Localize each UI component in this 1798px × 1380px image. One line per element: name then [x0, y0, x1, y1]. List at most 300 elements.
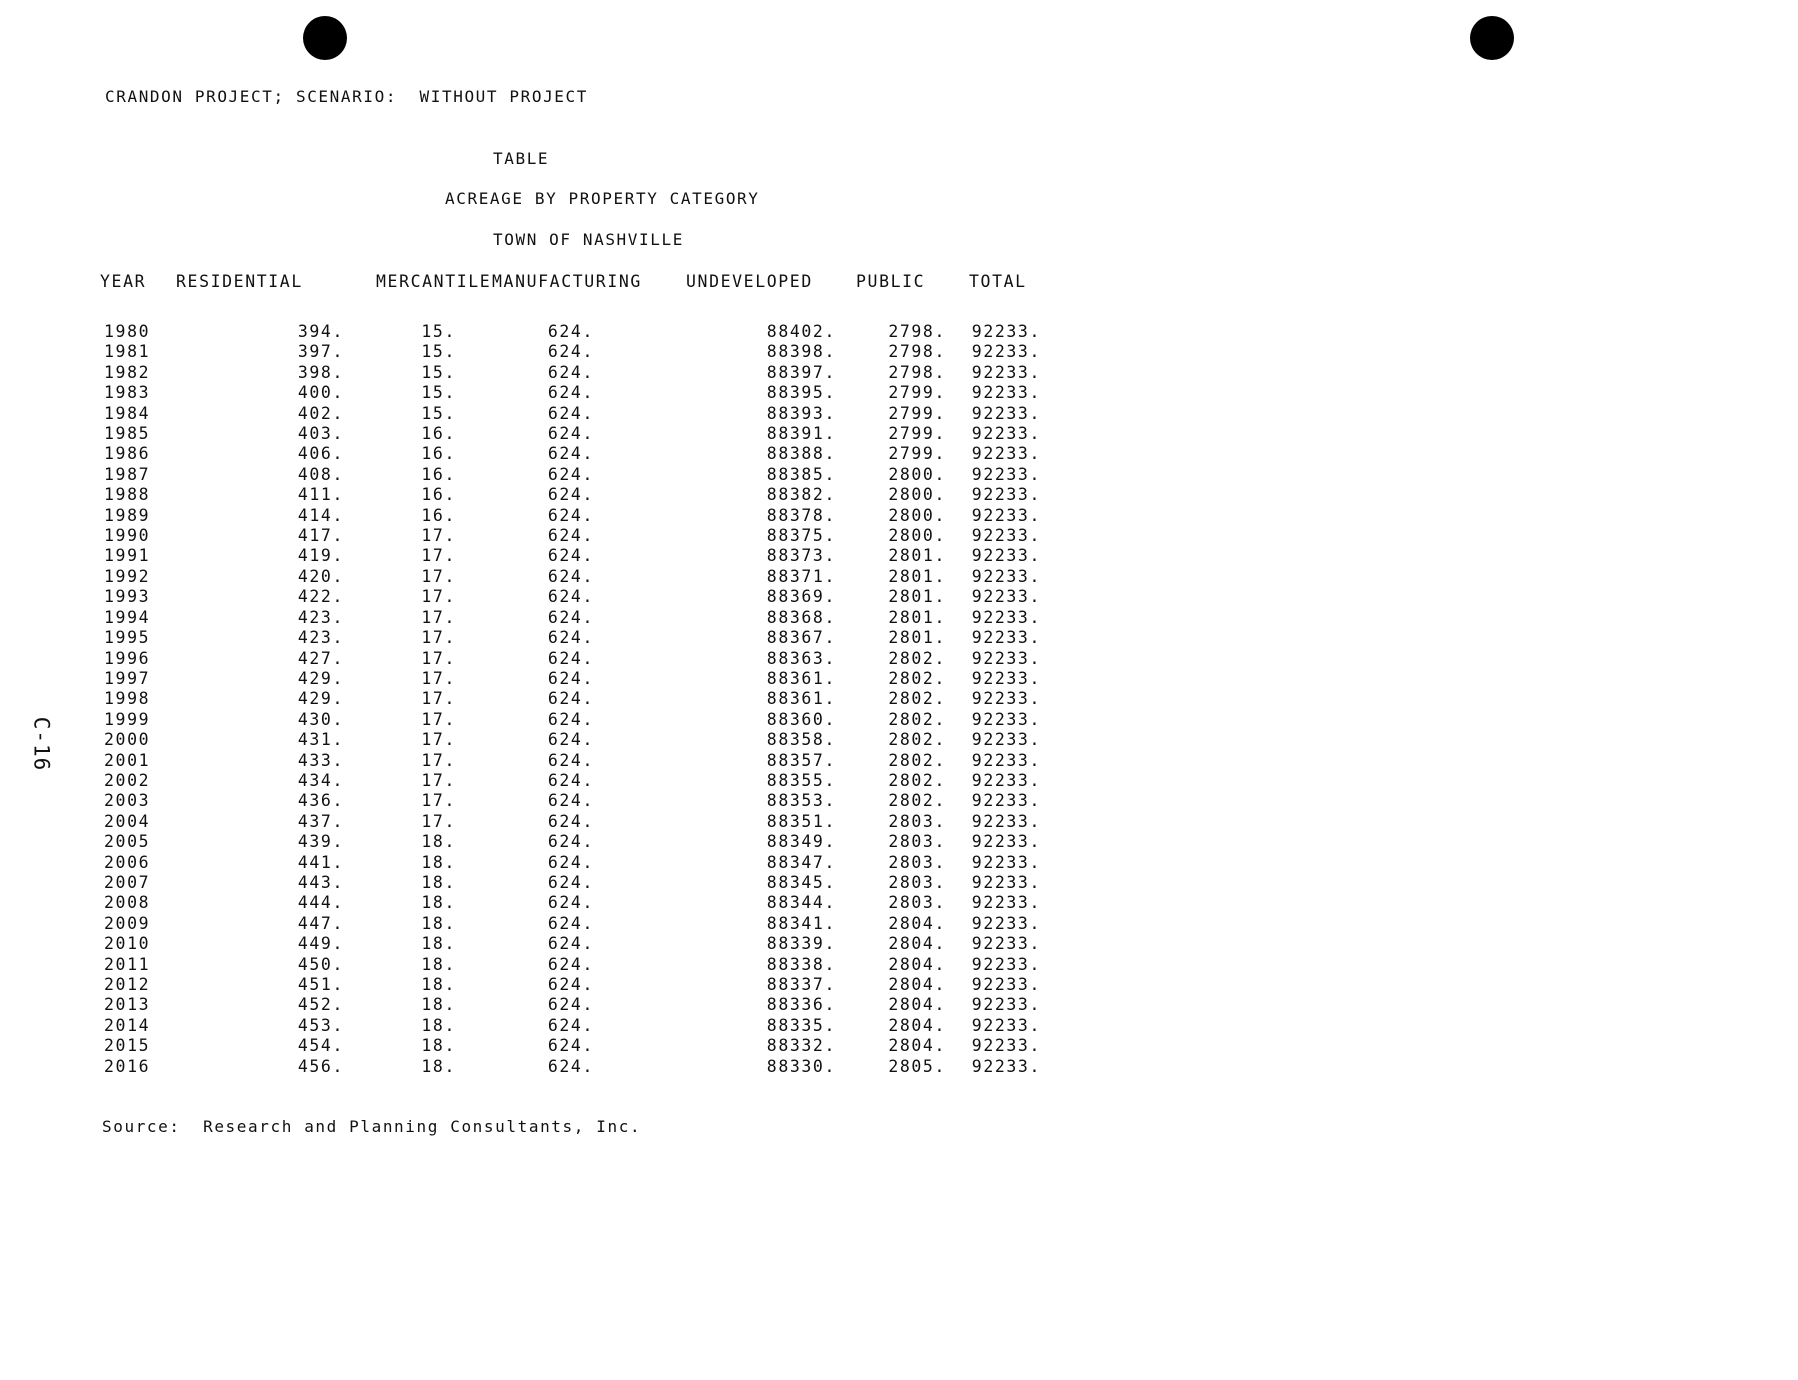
cell-public-wrap	[856, 914, 969, 934]
cell-total: 92233.	[971, 403, 1041, 423]
cell-total: 92233.	[971, 566, 1041, 586]
cell-total-wrap	[969, 404, 1049, 424]
cell-total-wrap	[969, 1057, 1049, 1077]
cell-total-wrap	[969, 342, 1049, 362]
cell-total-wrap	[969, 322, 1049, 342]
cell-year: 2000	[104, 730, 151, 750]
cell-public-wrap	[856, 791, 969, 811]
cell-year: 2002	[104, 770, 151, 790]
cell-total: 92233.	[971, 444, 1041, 464]
cell-residential: 443.	[297, 872, 344, 892]
cell-manufacturing: 624.	[547, 403, 594, 423]
cell-residential-wrap	[176, 526, 376, 546]
table-body	[100, 322, 1049, 1077]
table-row	[100, 567, 1049, 587]
cell-residential: 430.	[297, 709, 344, 729]
cell-mercantile-wrap	[376, 1016, 492, 1036]
table-row	[100, 710, 1049, 730]
cell-mercantile-wrap	[376, 628, 492, 648]
cell-manufacturing: 624.	[547, 424, 594, 444]
cell-manufacturing-wrap	[492, 649, 686, 669]
cell-total-wrap	[969, 812, 1049, 832]
cell-mercantile-wrap	[376, 730, 492, 750]
cell-mercantile-wrap	[376, 465, 492, 485]
cell-total: 92233.	[971, 913, 1041, 933]
cell-mercantile: 16.	[421, 485, 456, 505]
cell-residential-wrap	[176, 485, 376, 505]
cell-total-wrap	[969, 444, 1049, 464]
table-row	[100, 342, 1049, 362]
cell-undeveloped-wrap	[686, 995, 856, 1015]
cell-total: 92233.	[971, 893, 1041, 913]
cell-undeveloped: 88388.	[766, 444, 836, 464]
cell-undeveloped-wrap	[686, 893, 856, 913]
cell-undeveloped: 88393.	[766, 403, 836, 423]
cell-total-wrap	[969, 995, 1049, 1015]
cell-mercantile-wrap	[376, 853, 492, 873]
cell-year: 2016	[104, 1056, 151, 1076]
table-row	[100, 955, 1049, 975]
cell-residential: 450.	[297, 954, 344, 974]
cell-manufacturing-wrap	[492, 383, 686, 403]
cell-residential-wrap	[176, 404, 376, 424]
cell-undeveloped: 88355.	[766, 770, 836, 790]
cell-residential: 453.	[297, 1015, 344, 1035]
cell-total: 92233.	[971, 628, 1041, 648]
cell-manufacturing-wrap	[492, 628, 686, 648]
cell-year: 2006	[104, 852, 151, 872]
cell-residential: 437.	[297, 811, 344, 831]
cell-mercantile-wrap	[376, 506, 492, 526]
cell-residential-wrap	[176, 465, 376, 485]
cell-total-wrap	[969, 975, 1049, 995]
cell-total: 92233.	[971, 1036, 1041, 1056]
cell-public-wrap	[856, 832, 969, 852]
cell-undeveloped: 88344.	[766, 893, 836, 913]
cell-public: 2802.	[888, 791, 946, 811]
cell-undeveloped-wrap	[686, 628, 856, 648]
table-row	[100, 730, 1049, 750]
cell-mercantile-wrap	[376, 975, 492, 995]
cell-mercantile: 18.	[421, 995, 456, 1015]
cell-undeveloped: 88363.	[766, 648, 836, 668]
cell-mercantile: 17.	[421, 791, 456, 811]
cell-public: 2802.	[888, 770, 946, 790]
cell-undeveloped-wrap	[686, 1016, 856, 1036]
cell-total: 92233.	[971, 1015, 1041, 1035]
cell-undeveloped: 88336.	[766, 995, 836, 1015]
table-row	[100, 853, 1049, 873]
table-row	[100, 1057, 1049, 1077]
cell-manufacturing: 624.	[547, 1015, 594, 1035]
cell-mercantile: 17.	[421, 566, 456, 586]
cell-mercantile-wrap	[376, 424, 492, 444]
cell-total-wrap	[969, 628, 1049, 648]
cell-manufacturing-wrap	[492, 444, 686, 464]
cell-residential: 452.	[297, 995, 344, 1015]
cell-public-wrap	[856, 955, 969, 975]
cell-total: 92233.	[971, 934, 1041, 954]
cell-residential-wrap	[176, 751, 376, 771]
table-row	[100, 812, 1049, 832]
column-header-residential: RESIDENTIAL	[176, 272, 303, 291]
cell-public: 2805.	[888, 1056, 946, 1076]
table-row	[100, 628, 1049, 648]
cell-public: 2803.	[888, 832, 946, 852]
cell-manufacturing-wrap	[492, 893, 686, 913]
cell-year: 1995	[104, 628, 151, 648]
column-header-mercantile: MERCANTILE	[376, 272, 492, 291]
cell-undeveloped-wrap	[686, 363, 856, 383]
cell-residential-wrap	[176, 853, 376, 873]
cell-total-wrap	[969, 608, 1049, 628]
cell-year: 2003	[104, 791, 151, 811]
cell-manufacturing: 624.	[547, 464, 594, 484]
cell-total-wrap	[969, 791, 1049, 811]
cell-year: 2012	[104, 975, 151, 994]
cell-mercantile-wrap	[376, 812, 492, 832]
cell-mercantile: 17.	[421, 730, 456, 750]
cell-mercantile: 17.	[421, 709, 456, 729]
table-row	[100, 506, 1049, 526]
cell-manufacturing: 624.	[547, 383, 594, 403]
cell-total: 92233.	[971, 730, 1041, 750]
cell-manufacturing: 624.	[547, 587, 594, 607]
cell-total: 92233.	[971, 607, 1041, 627]
cell-manufacturing: 624.	[547, 1056, 594, 1076]
cell-public: 2800.	[888, 464, 946, 484]
cell-total-wrap	[969, 853, 1049, 873]
cell-manufacturing: 624.	[547, 342, 594, 362]
cell-manufacturing: 624.	[547, 444, 594, 464]
cell-year: 1991	[104, 546, 151, 566]
page-number: C-16	[29, 716, 54, 772]
cell-public-wrap	[856, 975, 969, 995]
cell-mercantile-wrap	[376, 955, 492, 975]
cell-public: 2801.	[888, 607, 946, 627]
cell-manufacturing-wrap	[492, 791, 686, 811]
table-row	[100, 546, 1049, 566]
cell-manufacturing-wrap	[492, 812, 686, 832]
cell-manufacturing: 624.	[547, 607, 594, 627]
table-row	[100, 751, 1049, 771]
cell-undeveloped-wrap	[686, 506, 856, 526]
cell-year: 1987	[104, 464, 151, 484]
cell-public: 2803.	[888, 852, 946, 872]
table-row	[100, 383, 1049, 403]
cell-manufacturing: 624.	[547, 505, 594, 525]
cell-public: 2798.	[888, 362, 946, 382]
cell-residential-wrap	[176, 424, 376, 444]
cell-residential: 420.	[297, 566, 344, 586]
table-title: ACREAGE BY PROPERTY CATEGORY	[445, 189, 760, 208]
cell-residential: 429.	[297, 668, 344, 688]
cell-residential-wrap	[176, 444, 376, 464]
cell-undeveloped-wrap	[686, 444, 856, 464]
cell-residential: 402.	[297, 403, 344, 423]
cell-undeveloped-wrap	[686, 955, 856, 975]
cell-manufacturing-wrap	[492, 975, 686, 995]
cell-public-wrap	[856, 526, 969, 546]
cell-undeveloped-wrap	[686, 710, 856, 730]
cell-total: 92233.	[971, 464, 1041, 484]
cell-undeveloped: 88395.	[766, 383, 836, 403]
cell-public: 2804.	[888, 1036, 946, 1056]
cell-mercantile-wrap	[376, 873, 492, 893]
cell-manufacturing-wrap	[492, 995, 686, 1015]
cell-manufacturing: 624.	[547, 791, 594, 811]
cell-public-wrap	[856, 485, 969, 505]
cell-public: 2799.	[888, 383, 946, 403]
cell-manufacturing: 624.	[547, 546, 594, 566]
cell-manufacturing-wrap	[492, 567, 686, 587]
cell-undeveloped: 88361.	[766, 689, 836, 709]
cell-residential-wrap	[176, 1016, 376, 1036]
cell-residential-wrap	[176, 506, 376, 526]
cell-year: 2007	[104, 872, 151, 892]
cell-total: 92233.	[971, 505, 1041, 525]
cell-manufacturing-wrap	[492, 485, 686, 505]
cell-mercantile-wrap	[376, 669, 492, 689]
cell-year: 1997	[104, 668, 151, 688]
cell-total-wrap	[969, 1036, 1049, 1056]
cell-undeveloped-wrap	[686, 322, 856, 342]
cell-undeveloped: 88368.	[766, 607, 836, 627]
cell-residential: 398.	[297, 362, 344, 382]
cell-undeveloped-wrap	[686, 383, 856, 403]
cell-residential: 444.	[297, 893, 344, 913]
cell-manufacturing-wrap	[492, 546, 686, 566]
cell-manufacturing-wrap	[492, 465, 686, 485]
cell-public: 2799.	[888, 424, 946, 444]
cell-manufacturing-wrap	[492, 322, 686, 342]
cell-mercantile-wrap	[376, 771, 492, 791]
cell-manufacturing-wrap	[492, 506, 686, 526]
cell-year: 2011	[104, 954, 151, 974]
cell-residential: 397.	[297, 342, 344, 362]
cell-mercantile-wrap	[376, 934, 492, 954]
cell-mercantile-wrap	[376, 526, 492, 546]
cell-undeveloped-wrap	[686, 832, 856, 852]
cell-undeveloped: 88361.	[766, 668, 836, 688]
cell-residential-wrap	[176, 771, 376, 791]
cell-public: 2802.	[888, 648, 946, 668]
cell-mercantile-wrap	[376, 832, 492, 852]
cell-residential: 441.	[297, 852, 344, 872]
cell-total-wrap	[969, 669, 1049, 689]
cell-undeveloped-wrap	[686, 404, 856, 424]
cell-public: 2804.	[888, 1015, 946, 1035]
cell-manufacturing: 624.	[547, 322, 594, 341]
cell-residential: 408.	[297, 464, 344, 484]
cell-undeveloped: 88351.	[766, 811, 836, 831]
cell-public-wrap	[856, 506, 969, 526]
cell-public-wrap	[856, 587, 969, 607]
cell-year: 1986	[104, 444, 151, 464]
cell-public-wrap	[856, 1057, 969, 1077]
cell-mercantile: 15.	[421, 403, 456, 423]
cell-total-wrap	[969, 363, 1049, 383]
cell-mercantile: 17.	[421, 628, 456, 648]
cell-year: 1982	[104, 362, 151, 382]
cell-manufacturing: 624.	[547, 893, 594, 913]
cell-mercantile: 18.	[421, 893, 456, 913]
cell-mercantile-wrap	[376, 751, 492, 771]
column-header-year: YEAR	[100, 272, 147, 291]
cell-manufacturing-wrap	[492, 873, 686, 893]
cell-undeveloped: 88369.	[766, 587, 836, 607]
cell-undeveloped: 88367.	[766, 628, 836, 648]
cell-residential-wrap	[176, 546, 376, 566]
cell-mercantile-wrap	[376, 485, 492, 505]
cell-manufacturing: 624.	[547, 689, 594, 709]
cell-mercantile: 16.	[421, 464, 456, 484]
cell-total-wrap	[969, 873, 1049, 893]
cell-total-wrap	[969, 914, 1049, 934]
cell-mercantile-wrap	[376, 893, 492, 913]
table-header-row	[100, 268, 1049, 322]
cell-undeveloped-wrap	[686, 791, 856, 811]
cell-undeveloped: 88337.	[766, 975, 836, 994]
cell-undeveloped-wrap	[686, 934, 856, 954]
cell-manufacturing-wrap	[492, 853, 686, 873]
cell-total-wrap	[969, 567, 1049, 587]
cell-year: 1983	[104, 383, 151, 403]
cell-residential-wrap	[176, 791, 376, 811]
cell-public-wrap	[856, 812, 969, 832]
cell-undeveloped-wrap	[686, 342, 856, 362]
cell-public: 2802.	[888, 689, 946, 709]
cell-mercantile: 18.	[421, 1015, 456, 1035]
cell-residential: 394.	[297, 322, 344, 341]
cell-residential: 411.	[297, 485, 344, 505]
cell-mercantile-wrap	[376, 710, 492, 730]
cell-year: 1994	[104, 607, 151, 627]
table-row	[100, 404, 1049, 424]
cell-undeveloped-wrap	[686, 853, 856, 873]
cell-residential-wrap	[176, 567, 376, 587]
cell-undeveloped: 88339.	[766, 934, 836, 954]
cell-residential: 456.	[297, 1056, 344, 1076]
cell-year: 1999	[104, 709, 151, 729]
cell-manufacturing-wrap	[492, 608, 686, 628]
cell-total: 92233.	[971, 648, 1041, 668]
cell-mercantile: 17.	[421, 648, 456, 668]
cell-undeveloped-wrap	[686, 1057, 856, 1077]
cell-residential-wrap	[176, 649, 376, 669]
cell-public-wrap	[856, 995, 969, 1015]
cell-mercantile: 18.	[421, 954, 456, 974]
column-header-public: PUBLIC	[856, 272, 926, 291]
cell-public-wrap	[856, 628, 969, 648]
cell-public-wrap	[856, 424, 969, 444]
cell-undeveloped: 88341.	[766, 913, 836, 933]
cell-mercantile: 18.	[421, 913, 456, 933]
cell-year: 1992	[104, 566, 151, 586]
cell-mercantile: 16.	[421, 505, 456, 525]
cell-manufacturing-wrap	[492, 526, 686, 546]
cell-mercantile: 16.	[421, 444, 456, 464]
cell-mercantile-wrap	[376, 444, 492, 464]
table-row	[100, 424, 1049, 444]
cell-public-wrap	[856, 465, 969, 485]
cell-manufacturing-wrap	[492, 342, 686, 362]
cell-total-wrap	[969, 649, 1049, 669]
cell-undeveloped-wrap	[686, 914, 856, 934]
cell-year: 2005	[104, 832, 151, 852]
cell-public-wrap	[856, 1016, 969, 1036]
cell-public-wrap	[856, 751, 969, 771]
cell-year: 1980	[104, 322, 151, 341]
cell-mercantile-wrap	[376, 567, 492, 587]
cell-mercantile-wrap	[376, 689, 492, 709]
cell-year: 1985	[104, 424, 151, 444]
cell-undeveloped-wrap	[686, 689, 856, 709]
table-label: TABLE	[493, 149, 550, 168]
cell-undeveloped-wrap	[686, 669, 856, 689]
cell-public-wrap	[856, 689, 969, 709]
cell-total: 92233.	[971, 322, 1041, 341]
cell-public-wrap	[856, 546, 969, 566]
cell-undeveloped-wrap	[686, 424, 856, 444]
cell-manufacturing: 624.	[547, 954, 594, 974]
cell-total-wrap	[969, 710, 1049, 730]
cell-residential-wrap	[176, 955, 376, 975]
cell-total: 92233.	[971, 546, 1041, 566]
cell-year: 1984	[104, 403, 151, 423]
cell-undeveloped: 88397.	[766, 362, 836, 382]
cell-undeveloped: 88335.	[766, 1015, 836, 1035]
cell-public-wrap	[856, 444, 969, 464]
table-row	[100, 975, 1049, 995]
cell-undeveloped: 88347.	[766, 852, 836, 872]
cell-manufacturing-wrap	[492, 363, 686, 383]
cell-year: 1993	[104, 587, 151, 607]
table-row	[100, 832, 1049, 852]
cell-mercantile-wrap	[376, 363, 492, 383]
table-subtitle: TOWN OF NASHVILLE	[493, 230, 684, 249]
cell-manufacturing: 624.	[547, 709, 594, 729]
cell-year: 2004	[104, 811, 151, 831]
cell-public: 2804.	[888, 975, 946, 994]
cell-undeveloped: 88332.	[766, 1036, 836, 1056]
cell-public-wrap	[856, 873, 969, 893]
cell-undeveloped: 88375.	[766, 526, 836, 546]
cell-manufacturing-wrap	[492, 404, 686, 424]
cell-total-wrap	[969, 730, 1049, 750]
acreage-table	[100, 268, 1049, 1077]
cell-residential-wrap	[176, 995, 376, 1015]
cell-residential-wrap	[176, 628, 376, 648]
cell-residential-wrap	[176, 383, 376, 403]
table-row	[100, 608, 1049, 628]
cell-total-wrap	[969, 506, 1049, 526]
table-row	[100, 1036, 1049, 1056]
cell-year: 2014	[104, 1015, 151, 1035]
cell-total: 92233.	[971, 852, 1041, 872]
cell-mercantile: 16.	[421, 424, 456, 444]
cell-total-wrap	[969, 383, 1049, 403]
cell-undeveloped-wrap	[686, 485, 856, 505]
cell-residential: 434.	[297, 770, 344, 790]
cell-public: 2804.	[888, 954, 946, 974]
cell-manufacturing: 624.	[547, 730, 594, 750]
cell-total: 92233.	[971, 750, 1041, 770]
cell-undeveloped: 88371.	[766, 566, 836, 586]
cell-manufacturing-wrap	[492, 751, 686, 771]
cell-manufacturing-wrap	[492, 424, 686, 444]
cell-manufacturing-wrap	[492, 771, 686, 791]
